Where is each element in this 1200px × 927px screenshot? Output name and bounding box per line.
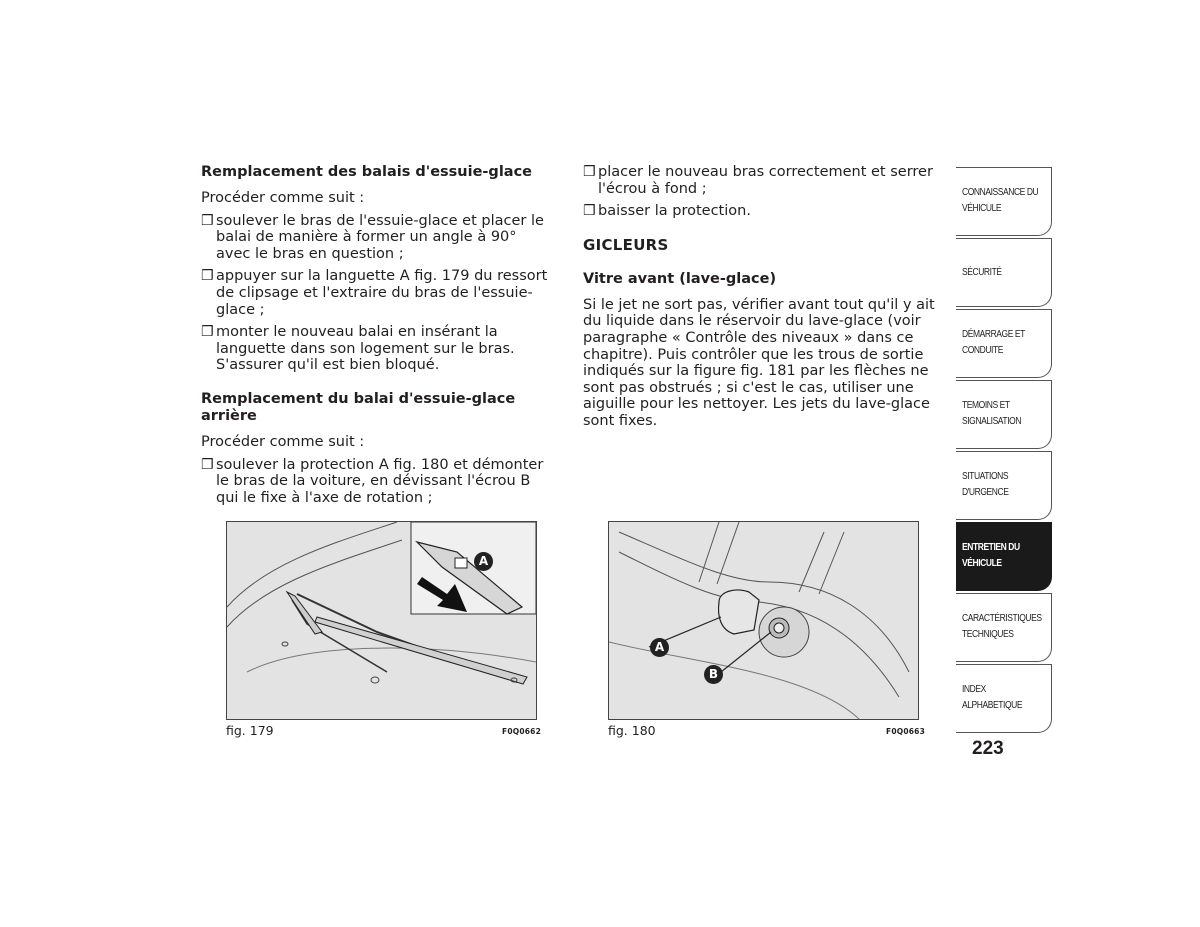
checkbox-bullet-icon: ❒ [201, 268, 214, 285]
section-heading-rear-wiper: Remplacement du balai d'essuie-glace arrière [201, 390, 516, 424]
list-item: ❒ soulever la protection A fig. 180 et démonter le bras de la voiture, en dévissant l'écrou B qui le fixe à l'axe de rotation ; [201, 456, 544, 506]
wiper-arm-drawing [227, 522, 536, 719]
right-column [583, 164, 943, 430]
list-item: ❒ monter le nouveau balai en insérant la languette dans son logement sur le bras. S'assurer qu'il est bien bloqué. [201, 324, 515, 374]
figure-179-illustration [226, 521, 537, 720]
tab-index-alphabetique[interactable]: INDEX ALPHABETIQUE [956, 664, 1052, 733]
figure-code: F0Q0663 [886, 727, 925, 736]
left-column [201, 164, 551, 506]
subheading: Vitre avant (lave-glace) [583, 270, 777, 287]
checkbox-bullet-icon: ❒ [583, 164, 596, 180]
list-item: ❒ baisser la protection. [583, 203, 751, 220]
callout-a-label: A [650, 638, 669, 657]
tab-connaissance-du-vehicule[interactable]: CONNAISSANCE DU VÉHICULE [956, 167, 1052, 236]
figure-code: F0Q0662 [502, 727, 541, 736]
checkbox-bullet-icon: ❒ [583, 203, 596, 220]
section-heading-wiper-blades: Remplacement des balais d'essuie-glace [201, 164, 533, 180]
procedure-intro: Procéder comme suit : [201, 190, 365, 206]
checkbox-bullet-icon: ❒ [201, 324, 214, 341]
figure-caption: fig. 179 [226, 723, 274, 738]
tab-situations-d-urgence[interactable]: SITUATIONS D'URGENCE [956, 451, 1052, 520]
list-item: ❒ soulever le bras de l'essuie-glace et placer le balai de manière à former un angle à 90° avec le bras en question ; [201, 212, 544, 262]
tab-demarrage-et-conduite[interactable]: DÉMARRAGE ET CONDUITE [956, 309, 1052, 378]
page-number: 223 [972, 738, 1004, 759]
list-item: ❒ placer le nouveau bras correctement et serrer l'écrou à fond ; [583, 164, 933, 197]
procedure-intro: Procéder comme suit : [201, 433, 365, 450]
callout-b-label: B [704, 665, 723, 684]
chapter-tabs [956, 167, 1052, 735]
callout-a-label: A [474, 552, 493, 571]
tab-temoins-et-signalisation[interactable]: TEMOINS ET SIGNALISATION [956, 380, 1052, 449]
figure-180-illustration [608, 521, 919, 720]
tab-caracteristiques-techniques[interactable]: CARACTÉRISTIQUES TECHNIQUES [956, 593, 1052, 662]
washer-nozzle-drawing [609, 522, 918, 719]
list-item: ❒ appuyer sur la languette A fig. 179 du ressort de clipsage et l'extraire du bras de l'essuie-glace ; [201, 268, 548, 318]
figure-caption: fig. 180 [608, 723, 656, 738]
checkbox-bullet-icon: ❒ [201, 456, 214, 473]
tab-securite[interactable]: SÉCURITÉ [956, 238, 1052, 307]
paragraph: Si le jet ne sort pas, vérifier avant tout qu'il y ait du liquide dans le réservoir du lave-glace (voir paragraphe « Contrôle des niveaux » dans ce chapitre). Puis contrôler que les trous de sortie indiqués sur la figure fig. 181 par les flèches ne sont pas obstrués ; si c'est le cas, utiliser une aiguille pour les nettoyer. Les jets du lave-glace sont fixes. [583, 296, 935, 429]
checkbox-bullet-icon: ❒ [201, 212, 214, 229]
section-title: GICLEURS [583, 235, 669, 254]
tab-entretien-du-vehicule[interactable]: ENTRETIEN DU VÉHICULE [956, 522, 1052, 591]
